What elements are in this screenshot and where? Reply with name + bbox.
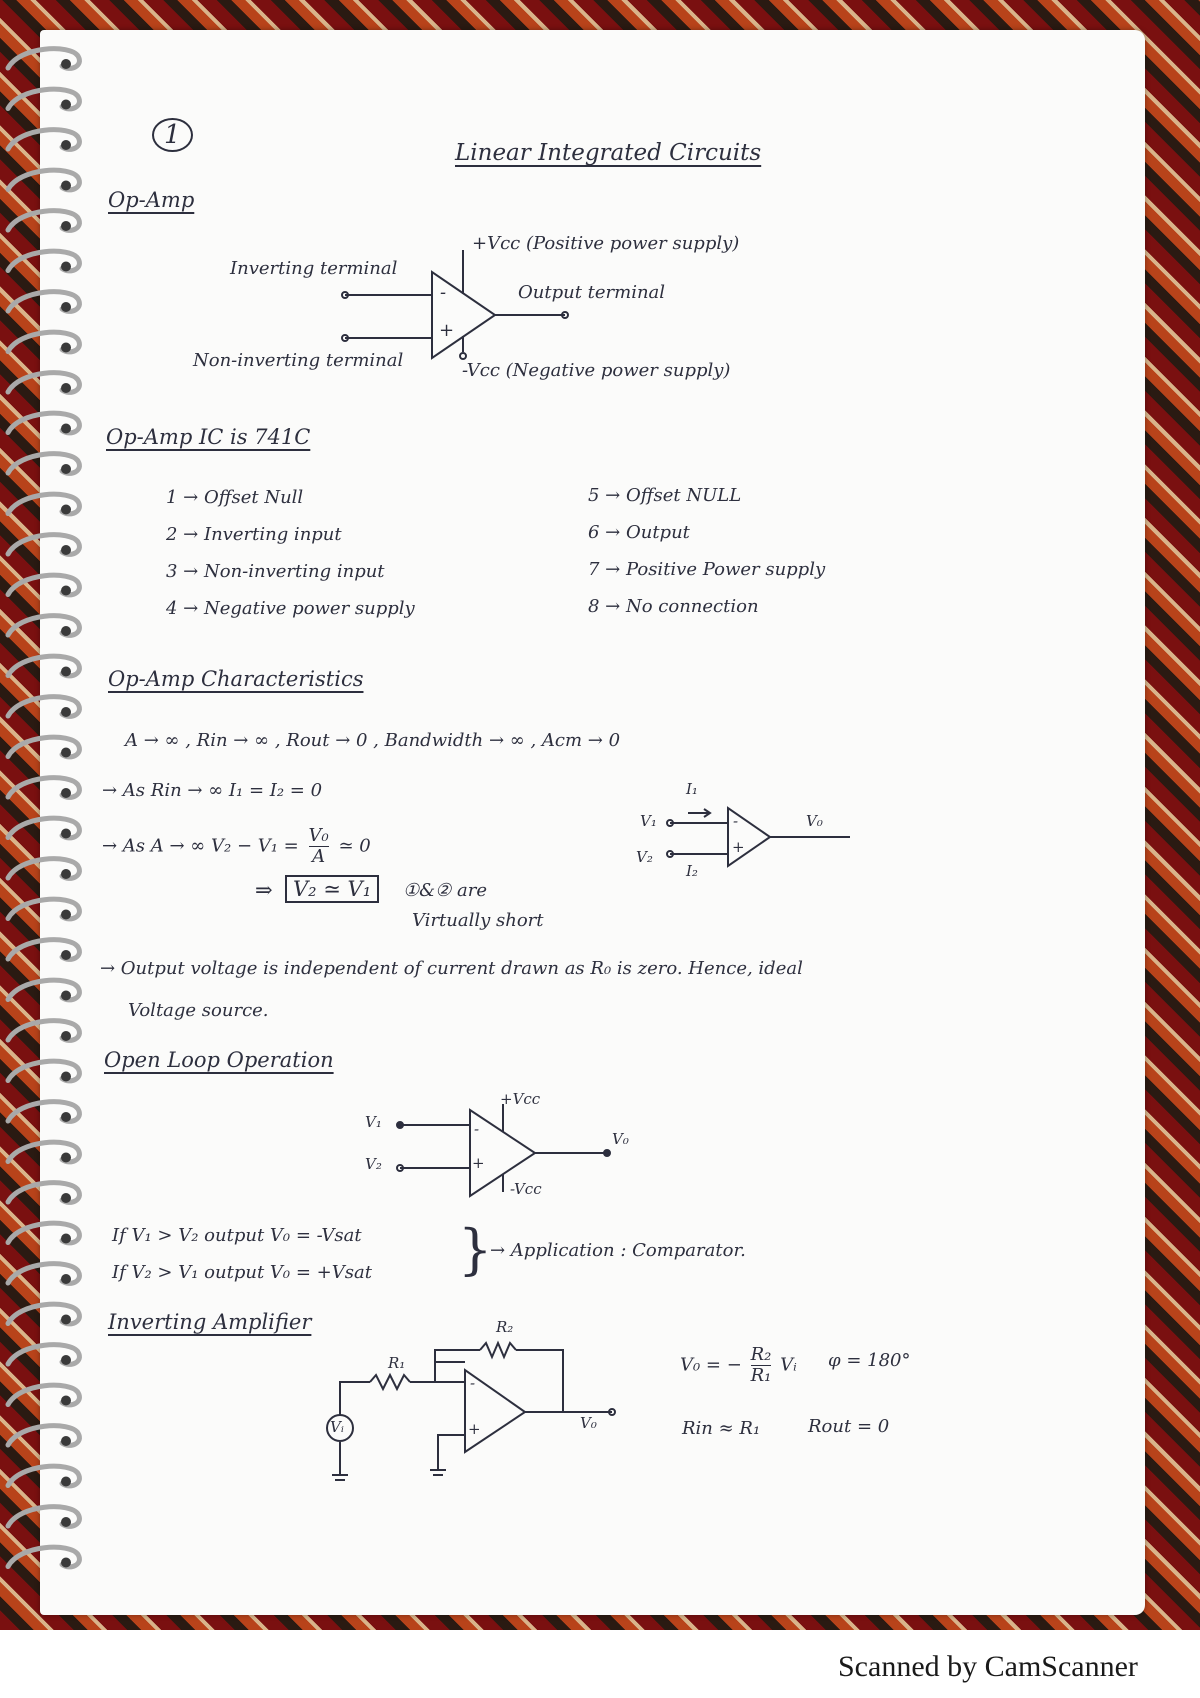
spiral-hole <box>61 1274 71 1284</box>
opamp-heading: Op-Amp <box>108 188 195 212</box>
ol-node-v1 <box>397 1122 403 1128</box>
ol-vcc-negative-label: -Vcc <box>510 1180 542 1198</box>
pin-item: 6 → Output <box>588 522 690 543</box>
gain-infinite-line <box>102 826 371 867</box>
gain-denominator: A <box>312 845 326 867</box>
spiral-hole <box>61 1112 71 1122</box>
condition-brace: } <box>458 1218 493 1281</box>
spiral-hole <box>61 343 71 353</box>
spiral-hole <box>61 545 71 555</box>
ia-gain-formula <box>680 1345 797 1386</box>
ia-r2-resistor <box>480 1343 516 1357</box>
ia-r1-resistor <box>370 1375 410 1389</box>
ia-gain-numerator: R₂ <box>750 1344 772 1365</box>
ia-source-wire-bottom <box>332 1442 348 1480</box>
output-note-line-1: → Output voltage is independent of current drawn as R₀ is zero. Hence, ideal <box>100 958 803 979</box>
pin-item: 1 → Offset Null <box>166 487 304 508</box>
vcc-positive-label: +Vcc (Positive power supply) <box>472 233 740 254</box>
virtual-short-result: V₂ ≃ V₁ <box>285 875 379 903</box>
spiral-hole <box>61 869 71 879</box>
ia-r2-label: R₂ <box>496 1318 514 1336</box>
spiral-hole <box>61 667 71 677</box>
spiral-hole <box>61 991 71 1001</box>
spiral-hole <box>61 950 71 960</box>
spiral-hole <box>61 1436 71 1446</box>
vs-v1-label: V₁ <box>640 812 657 830</box>
ol-v2-label: V₂ <box>365 1155 382 1173</box>
neg-vcc-node <box>460 353 466 359</box>
ol-node-out <box>604 1150 610 1156</box>
gain-eq-suffix: ≃ 0 <box>338 835 371 857</box>
ia-minus-sign: - <box>470 1374 476 1392</box>
ol-vcc-positive-label: +Vcc <box>500 1090 541 1108</box>
ol-minus-sign: - <box>474 1120 480 1138</box>
vs-plus-sign: + <box>732 838 745 856</box>
spiral-hole <box>61 262 71 272</box>
scanner-watermark: Scanned by CamScanner <box>838 1650 1138 1683</box>
ia-noninv-ground <box>430 1435 465 1475</box>
vs-current-arrow-1 <box>688 809 710 817</box>
spiral-hole <box>61 1396 71 1406</box>
spiral-hole <box>61 464 71 474</box>
spiral-hole <box>61 59 71 69</box>
ia-gain-denominator: R₁ <box>750 1364 772 1386</box>
spiral-hole <box>61 748 71 758</box>
condition-v2-greater: If V₂ > V₁ output V₀ = +Vsat <box>112 1262 372 1283</box>
spiral-hole <box>61 626 71 636</box>
vcc-negative-label: -Vcc (Negative power supply) <box>462 360 731 381</box>
ia-phase: φ = 180° <box>828 1350 911 1371</box>
output-terminal-label: Output terminal <box>518 282 666 303</box>
vs-vo-label: V₀ <box>806 812 823 830</box>
non-inverting-terminal-label: Non-inverting terminal <box>193 350 404 371</box>
ia-node-to-inverting <box>435 1362 465 1382</box>
spiral-hole <box>61 1355 71 1365</box>
spiral-hole <box>61 788 71 798</box>
inverting-amp-heading: Inverting Amplifier <box>108 1310 312 1334</box>
characteristics-heading: Op-Amp Characteristics <box>108 667 364 691</box>
ia-feedback-left <box>435 1350 480 1362</box>
spiral-hole <box>61 1558 71 1568</box>
application-comparator: → Application : Comparator. <box>490 1240 746 1261</box>
ideal-parameters: A → ∞ , Rin → ∞ , Rout → 0 , Bandwidth → ∞ , Acm → 0 <box>125 730 621 751</box>
condition-v1-greater: If V₁ > V₂ output V₀ = -Vsat <box>112 1225 362 1246</box>
vs-i1-label: I₁ <box>686 780 698 798</box>
vs-minus-sign: - <box>733 812 739 830</box>
pin-item: 7 → Positive Power supply <box>588 559 826 580</box>
pin-item: 2 → Inverting input <box>166 524 342 545</box>
ia-gain-prefix: V₀ = − <box>680 1354 742 1376</box>
pin-item: 5 → Offset NULL <box>588 485 742 506</box>
spiral-hole <box>61 181 71 191</box>
pin-item: 8 → No connection <box>588 596 759 617</box>
spiral-hole <box>61 1315 71 1325</box>
virtual-short-text-2: Virtually short <box>412 910 544 931</box>
spiral-hole <box>61 140 71 150</box>
ia-feedback-right <box>516 1350 563 1412</box>
ol-v1-label: V₁ <box>365 1113 382 1131</box>
ol-vo-label: V₀ <box>612 1130 629 1148</box>
ia-vo-label: V₀ <box>580 1414 597 1432</box>
vs-i2-label: I₂ <box>686 862 698 880</box>
spiral-hole <box>61 707 71 717</box>
spiral-hole <box>61 910 71 920</box>
spiral-hole <box>61 586 71 596</box>
spiral-hole <box>61 1193 71 1203</box>
page-title: Linear Integrated Circuits <box>455 140 762 166</box>
spiral-hole <box>61 302 71 312</box>
ia-vi-label: Vᵢ <box>330 1418 344 1436</box>
gain-numerator: V₀ <box>308 825 329 846</box>
open-loop-heading: Open Loop Operation <box>104 1048 334 1072</box>
page-number: 1 <box>152 112 193 152</box>
spiral-hole <box>61 1153 71 1163</box>
spiral-hole <box>61 1477 71 1487</box>
pin-item: 4 → Negative power supply <box>166 598 415 619</box>
ia-rout: Rout = 0 <box>808 1416 890 1437</box>
opamp-symbol-diagram <box>340 260 580 370</box>
spiral-hole <box>61 221 71 231</box>
spiral-hole <box>61 1031 71 1041</box>
opamp-plus-sign: + <box>439 320 455 341</box>
ia-gain-fraction <box>751 1345 772 1386</box>
ol-plus-sign: + <box>472 1154 485 1172</box>
spiral-hole <box>61 1072 71 1082</box>
gain-fraction <box>309 826 329 867</box>
ic-heading: Op-Amp IC is 741C <box>106 425 311 449</box>
implies-arrow: ⇒ <box>255 878 273 902</box>
spiral-hole <box>61 424 71 434</box>
pin-item: 3 → Non-inverting input <box>166 561 385 582</box>
gain-eq-prefix: → As A → ∞ V₂ − V₁ = <box>102 835 299 857</box>
output-note-line-2: Voltage source. <box>128 1000 269 1021</box>
spiral-hole <box>61 100 71 110</box>
ia-plus-sign: + <box>468 1420 481 1438</box>
ia-r1-label: R₁ <box>388 1354 406 1372</box>
spiral-hole <box>61 829 71 839</box>
spiral-hole <box>61 383 71 393</box>
virtual-short-text-1: ①&② are <box>403 880 488 901</box>
spiral-hole <box>61 1234 71 1244</box>
ia-rin: Rin ≈ R₁ <box>682 1418 761 1439</box>
vs-v2-label: V₂ <box>636 848 653 866</box>
spiral-hole <box>61 1517 71 1527</box>
ia-source-wire-top <box>340 1382 370 1415</box>
rin-infinite-line: → As Rin → ∞ I₁ = I₂ = 0 <box>102 780 323 801</box>
ia-gain-suffix: Vᵢ <box>780 1354 797 1376</box>
inverting-terminal-label: Inverting terminal <box>230 258 398 279</box>
opamp-minus-sign: - <box>440 282 447 303</box>
spiral-binding <box>0 40 100 1600</box>
spiral-hole <box>61 505 71 515</box>
